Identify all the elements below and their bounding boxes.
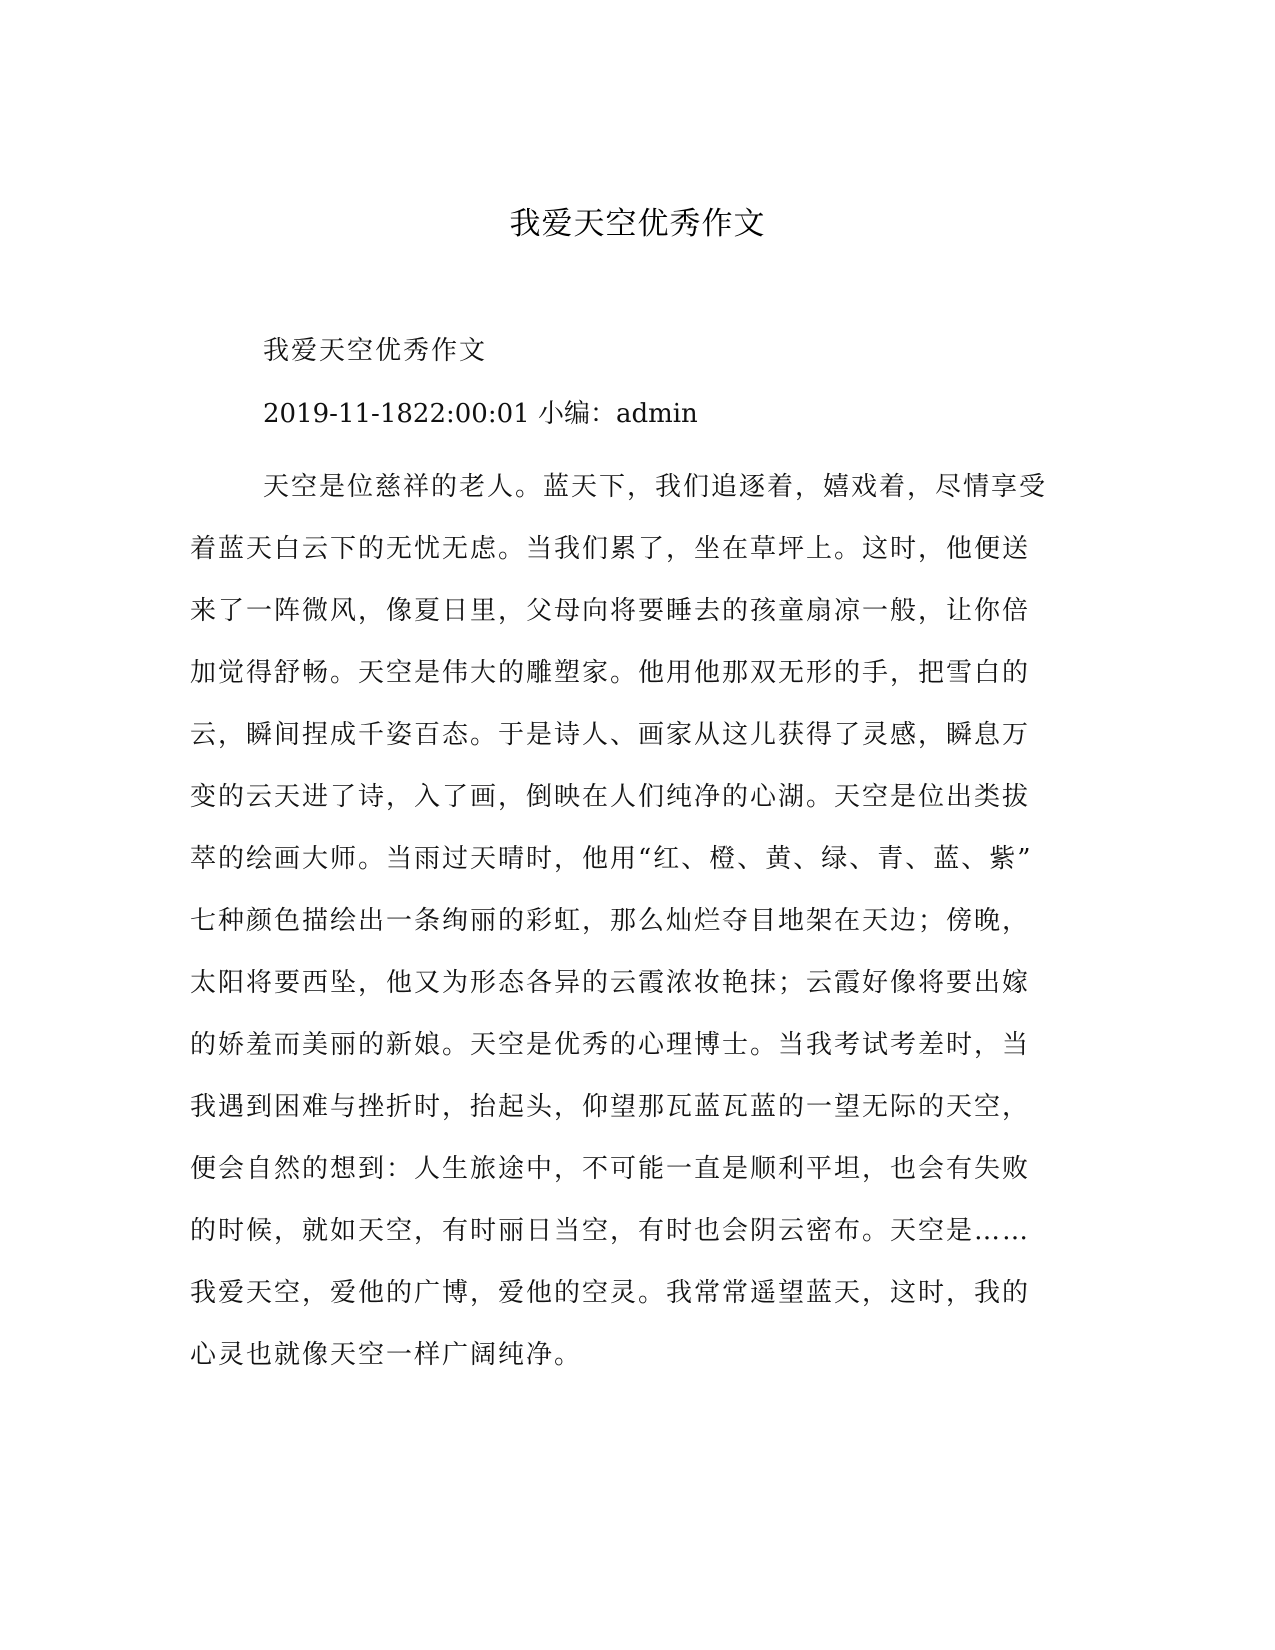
body-line: 的时候，就如天空，有时丽日当空，有时也会阴云密布。天空是…… (190, 1216, 1031, 1246)
body-line: 加觉得舒畅。天空是伟大的雕塑家。他用他那双无形的手，把雪白的 (190, 658, 1031, 688)
article-meta: 2019-11-1822:00:01 小编：admin (263, 399, 698, 429)
body-line: 七种颜色描绘出一条绚丽的彩虹，那么灿烂夺目地架在天边；傍晚， (190, 906, 1031, 936)
body-line: 我爱天空，爱他的广博，爱他的空灵。我常常遥望蓝天，这时，我的 (190, 1278, 1031, 1308)
body-line: 太阳将要西坠，他又为形态各异的云霞浓妆艳抹；云霞好像将要出嫁 (190, 968, 1031, 998)
body-line: 便会自然的想到：人生旅途中，不可能一直是顺利平坦，也会有失败 (190, 1154, 1031, 1184)
body-line: 着蓝天白云下的无忧无虑。当我们累了，坐在草坪上。这时，他便送 (190, 534, 1031, 564)
body-line: 天空是位慈祥的老人。蓝天下，我们追逐着，嬉戏着，尽情享受 (263, 472, 1048, 502)
document-title: 我爱天空优秀作文 (509, 206, 766, 242)
body-line: 萃的绘画大师。当雨过天晴时，他用“红、橙、黄、绿、青、蓝、紫” (190, 844, 1033, 874)
body-line: 我遇到困难与挫折时，抬起头，仰望那瓦蓝瓦蓝的一望无际的天空， (190, 1092, 1031, 1122)
article-body (190, 456, 1060, 1386)
body-line: 云，瞬间捏成千姿百态。于是诗人、画家从这儿获得了灵感，瞬息万 (190, 720, 1031, 750)
body-line: 来了一阵微风，像夏日里，父母向将要睡去的孩童扇凉一般，让你倍 (190, 596, 1031, 626)
body-line: 的娇羞而美丽的新娘。天空是优秀的心理博士。当我考试考差时，当 (190, 1030, 1031, 1060)
article-heading: 我爱天空优秀作文 (263, 336, 488, 366)
body-line: 变的云天进了诗，入了画，倒映在人们纯净的心湖。天空是位出类拔 (190, 782, 1031, 812)
body-line: 心灵也就像天空一样广阔纯净。 (190, 1340, 583, 1370)
